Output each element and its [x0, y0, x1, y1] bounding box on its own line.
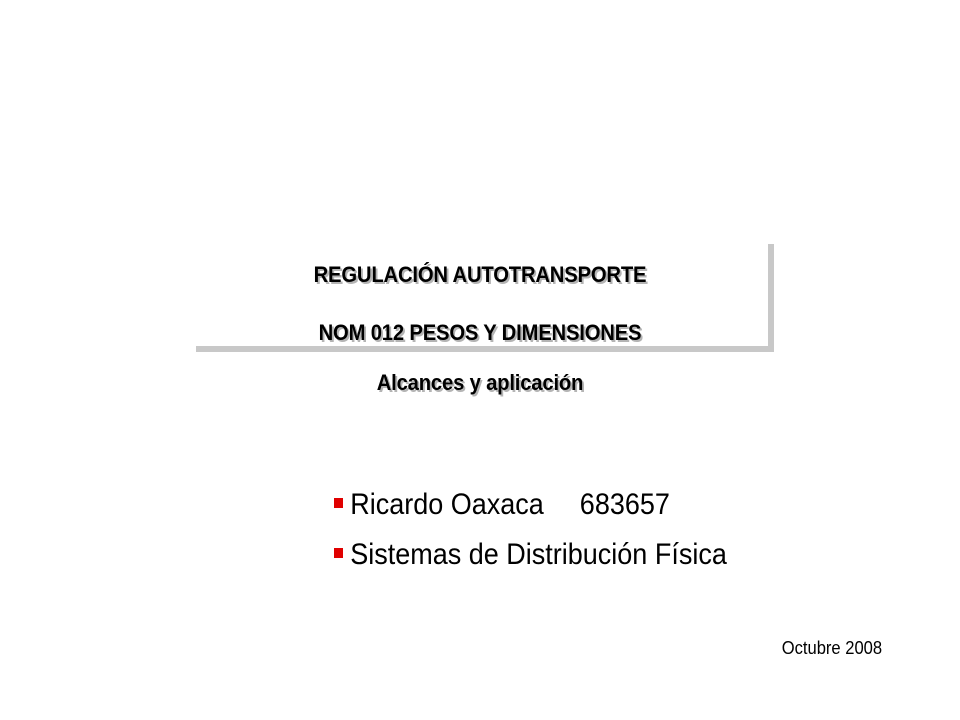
bullet-item-course — [334, 530, 727, 580]
title-line-1: REGULACIÓN AUTOTRANSPORTE — [313, 262, 647, 287]
author-name: Ricardo Oaxaca — [350, 488, 544, 521]
square-bullet-icon — [334, 548, 343, 558]
bullet-list — [334, 480, 770, 580]
course-name: Sistemas de Distribución Física — [350, 538, 727, 571]
student-id: 683657 — [579, 488, 670, 521]
title-line-2: NOM 012 PESOS Y DIMENSIONES — [318, 320, 642, 345]
date-label: Octubre 2008 — [781, 638, 882, 658]
square-bullet-icon — [334, 498, 343, 508]
bullet-item-author — [334, 480, 727, 530]
subtitle: Alcances y aplicación — [376, 370, 584, 395]
